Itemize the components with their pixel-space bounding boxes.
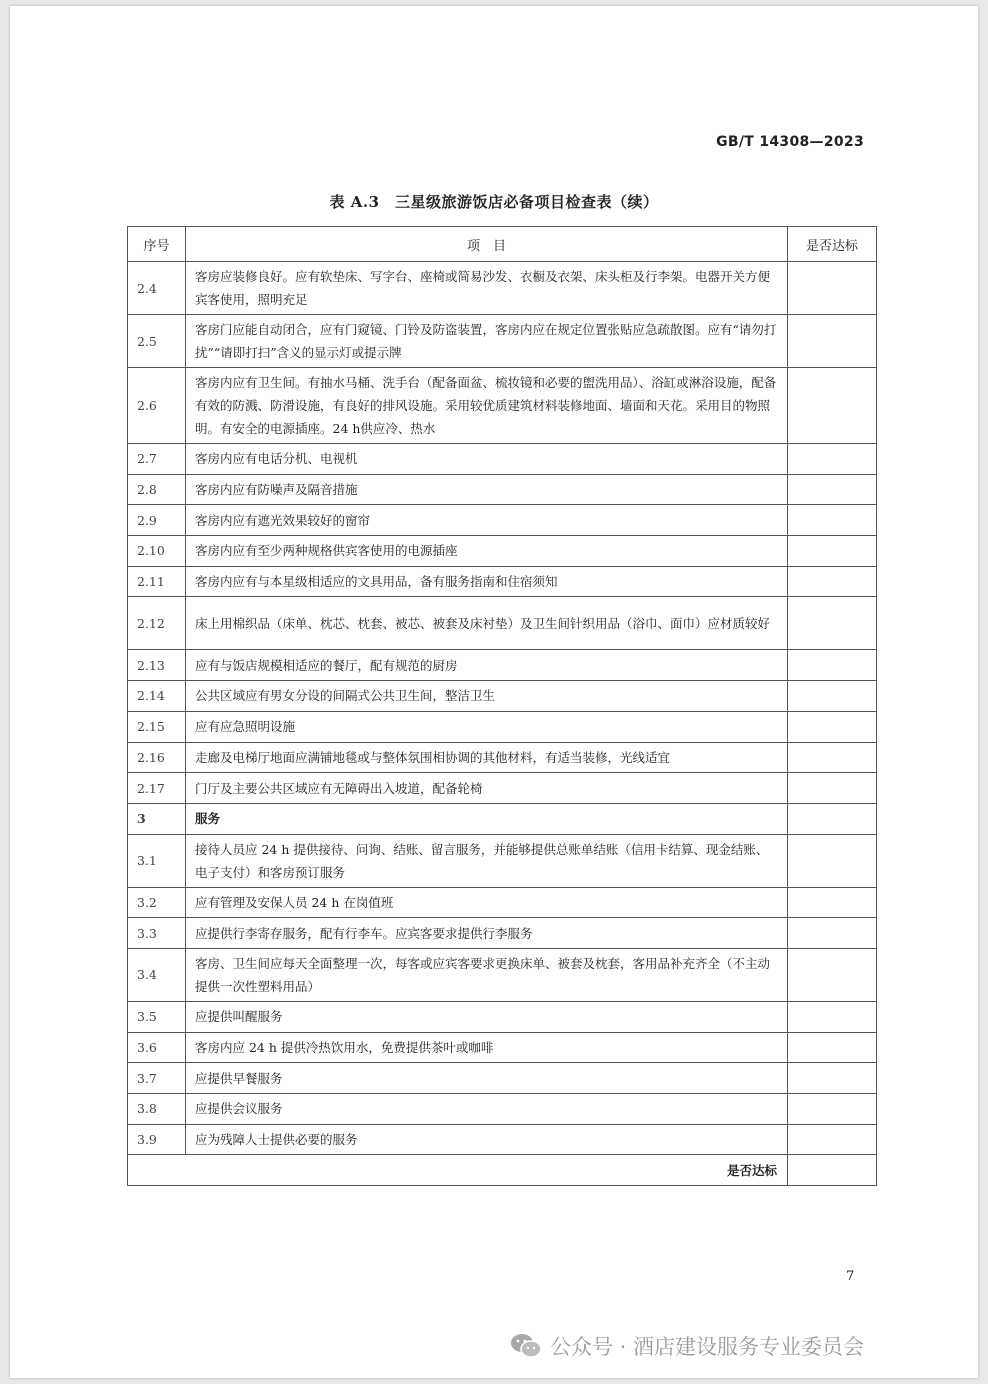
watermark-text: 公众号 · 酒店建设服务专业委员会 xyxy=(550,1335,865,1359)
row-number: 2.15 xyxy=(128,711,186,742)
col-header-compliance: 是否达标 xyxy=(788,227,877,262)
footer-compliance-cell xyxy=(788,1155,877,1186)
table-row xyxy=(128,262,877,315)
section-row xyxy=(128,803,877,834)
watermark xyxy=(510,1331,864,1361)
table-row xyxy=(128,948,877,1001)
row-number: 2.14 xyxy=(128,681,186,712)
row-compliance-cell xyxy=(788,681,877,712)
table-row xyxy=(128,315,877,368)
table-row xyxy=(128,773,877,804)
row-number: 2.5 xyxy=(128,315,186,368)
row-number: 3.9 xyxy=(128,1124,186,1155)
row-number: 3.6 xyxy=(128,1032,186,1063)
row-item-text: 应提供叫醒服务 xyxy=(186,1001,788,1032)
row-number: 3.4 xyxy=(128,948,186,1001)
row-item-text: 门厅及主要公共区域应有无障碍出入坡道，配备轮椅 xyxy=(186,773,788,804)
table-row xyxy=(128,834,877,887)
row-number: 3.8 xyxy=(128,1094,186,1125)
row-item-text: 客房内应 24 h 提供冷热饮用水，免费提供茶叶或咖啡 xyxy=(186,1032,788,1063)
row-item-text: 床上用棉织品（床单、枕芯、枕套、被芯、被套及床衬垫）及卫生间针织用品（浴巾、面巾）应材质较好 xyxy=(186,597,788,650)
row-item-text: 接待人员应 24 h 提供接待、问询、结账、留言服务，并能够提供总账单结账（信用卡结算、现金结账、电子支付）和客房预订服务 xyxy=(186,834,788,887)
row-compliance-cell xyxy=(788,262,877,315)
row-compliance-cell xyxy=(788,368,877,444)
row-number: 2.17 xyxy=(128,773,186,804)
row-compliance-cell xyxy=(788,1063,877,1094)
row-item-text: 服务 xyxy=(186,803,788,834)
row-number: 2.12 xyxy=(128,597,186,650)
row-item-text: 应提供会议服务 xyxy=(186,1094,788,1125)
row-item-text: 应为残障人士提供必要的服务 xyxy=(186,1124,788,1155)
row-item-text: 公共区域应有男女分设的间隔式公共卫生间，整洁卫生 xyxy=(186,681,788,712)
row-number: 2.16 xyxy=(128,742,186,773)
row-compliance-cell xyxy=(788,597,877,650)
row-number: 2.11 xyxy=(128,566,186,597)
row-number: 3.5 xyxy=(128,1001,186,1032)
row-item-text: 走廊及电梯厅地面应满铺地毯或与整体氛围相协调的其他材料，有适当装修，光线适宜 xyxy=(186,742,788,773)
row-number: 2.9 xyxy=(128,505,186,536)
row-compliance-cell xyxy=(788,1032,877,1063)
table-row xyxy=(128,1001,877,1032)
table-row xyxy=(128,742,877,773)
row-compliance-cell xyxy=(788,566,877,597)
row-compliance-cell xyxy=(788,536,877,567)
row-item-text: 客房内应有电话分机、电视机 xyxy=(186,444,788,475)
row-compliance-cell xyxy=(788,505,877,536)
row-item-text: 客房内应有卫生间。有抽水马桶、洗手台（配备面盆、梳妆镜和必要的盥洗用品）、浴缸或淋浴设施，配备有效的防溅、防滑设施，有良好的排风设施。采用较优质建筑材料装修地面、墙面和天花。采用目的物照明。有安全的电源插座。24 h供应冷、热水 xyxy=(186,368,788,444)
row-compliance-cell xyxy=(788,474,877,505)
footer-compliance-label: 是否达标 xyxy=(128,1155,788,1186)
row-compliance-cell xyxy=(788,1001,877,1032)
col-header-item: 项 目 xyxy=(186,227,788,262)
table-row xyxy=(128,1032,877,1063)
table-row xyxy=(128,918,877,949)
table-row xyxy=(128,536,877,567)
row-number: 2.4 xyxy=(128,262,186,315)
table-row xyxy=(128,474,877,505)
row-compliance-cell xyxy=(788,711,877,742)
table-row xyxy=(128,1124,877,1155)
row-number: 2.10 xyxy=(128,536,186,567)
standard-number: GB/T 14308—2023 xyxy=(716,134,864,150)
table-row xyxy=(128,681,877,712)
row-item-text: 客房内应有至少两种规格供宾客使用的电源插座 xyxy=(186,536,788,567)
row-number: 2.13 xyxy=(128,650,186,681)
table-row xyxy=(128,711,877,742)
row-item-text: 客房门应能自动闭合，应有门窥镜、门铃及防盗装置，客房内应在规定位置张贴应急疏散图。应有“请勿打扰”“请即打扫”含义的显示灯或提示牌 xyxy=(186,315,788,368)
row-compliance-cell xyxy=(788,834,877,887)
row-compliance-cell xyxy=(788,444,877,475)
row-compliance-cell xyxy=(788,803,877,834)
table-row xyxy=(128,597,877,650)
row-compliance-cell xyxy=(788,315,877,368)
table-row xyxy=(128,1094,877,1125)
table-row xyxy=(128,566,877,597)
row-compliance-cell xyxy=(788,887,877,918)
row-number: 2.6 xyxy=(128,368,186,444)
table-caption: 表 A.3 三星级旅游饭店必备项目检查表（续） xyxy=(329,193,659,211)
document-page xyxy=(10,6,978,1378)
table-row xyxy=(128,368,877,444)
row-compliance-cell xyxy=(788,918,877,949)
row-item-text: 客房、卫生间应每天全面整理一次，每客或应宾客要求更换床单、被套及枕套，客用品补充齐全（不主动提供一次性塑料用品） xyxy=(186,948,788,1001)
row-item-text: 应有与饭店规模相适应的餐厅，配有规范的厨房 xyxy=(186,650,788,681)
row-compliance-cell xyxy=(788,742,877,773)
table-body xyxy=(128,262,877,1155)
table-row xyxy=(128,650,877,681)
table-row xyxy=(128,505,877,536)
row-item-text: 应有应急照明设施 xyxy=(186,711,788,742)
row-item-text: 客房内应有防噪声及隔音措施 xyxy=(186,474,788,505)
table-row xyxy=(128,444,877,475)
table-row xyxy=(128,887,877,918)
row-item-text: 应提供行李寄存服务，配有行李车。应宾客要求提供行李服务 xyxy=(186,918,788,949)
row-item-text: 客房应装修良好。应有软垫床、写字台、座椅或简易沙发、衣橱及衣架、床头柜及行李架。电器开关方便宾客使用，照明充足 xyxy=(186,262,788,315)
row-number: 3.3 xyxy=(128,918,186,949)
table-footer-row xyxy=(128,1155,877,1186)
row-compliance-cell xyxy=(788,773,877,804)
row-item-text: 客房内应有遮光效果较好的窗帘 xyxy=(186,505,788,536)
row-number: 3 xyxy=(128,803,186,834)
row-item-text: 应提供早餐服务 xyxy=(186,1063,788,1094)
col-header-number: 序号 xyxy=(128,227,186,262)
row-number: 2.8 xyxy=(128,474,186,505)
row-number: 2.7 xyxy=(128,444,186,475)
row-number: 3.1 xyxy=(128,834,186,887)
row-compliance-cell xyxy=(788,650,877,681)
row-item-text: 客房内应有与本星级相适应的文具用品，备有服务指南和住宿须知 xyxy=(186,566,788,597)
table-row xyxy=(128,1063,877,1094)
row-number: 3.2 xyxy=(128,887,186,918)
row-number: 3.7 xyxy=(128,1063,186,1094)
row-compliance-cell xyxy=(788,948,877,1001)
table-header-row xyxy=(128,227,877,262)
row-item-text: 应有管理及安保人员 24 h 在岗值班 xyxy=(186,887,788,918)
checklist-table xyxy=(127,226,877,1186)
row-compliance-cell xyxy=(788,1124,877,1155)
page-number: 7 xyxy=(846,1269,855,1284)
row-compliance-cell xyxy=(788,1094,877,1125)
wechat-icon xyxy=(510,1333,542,1359)
